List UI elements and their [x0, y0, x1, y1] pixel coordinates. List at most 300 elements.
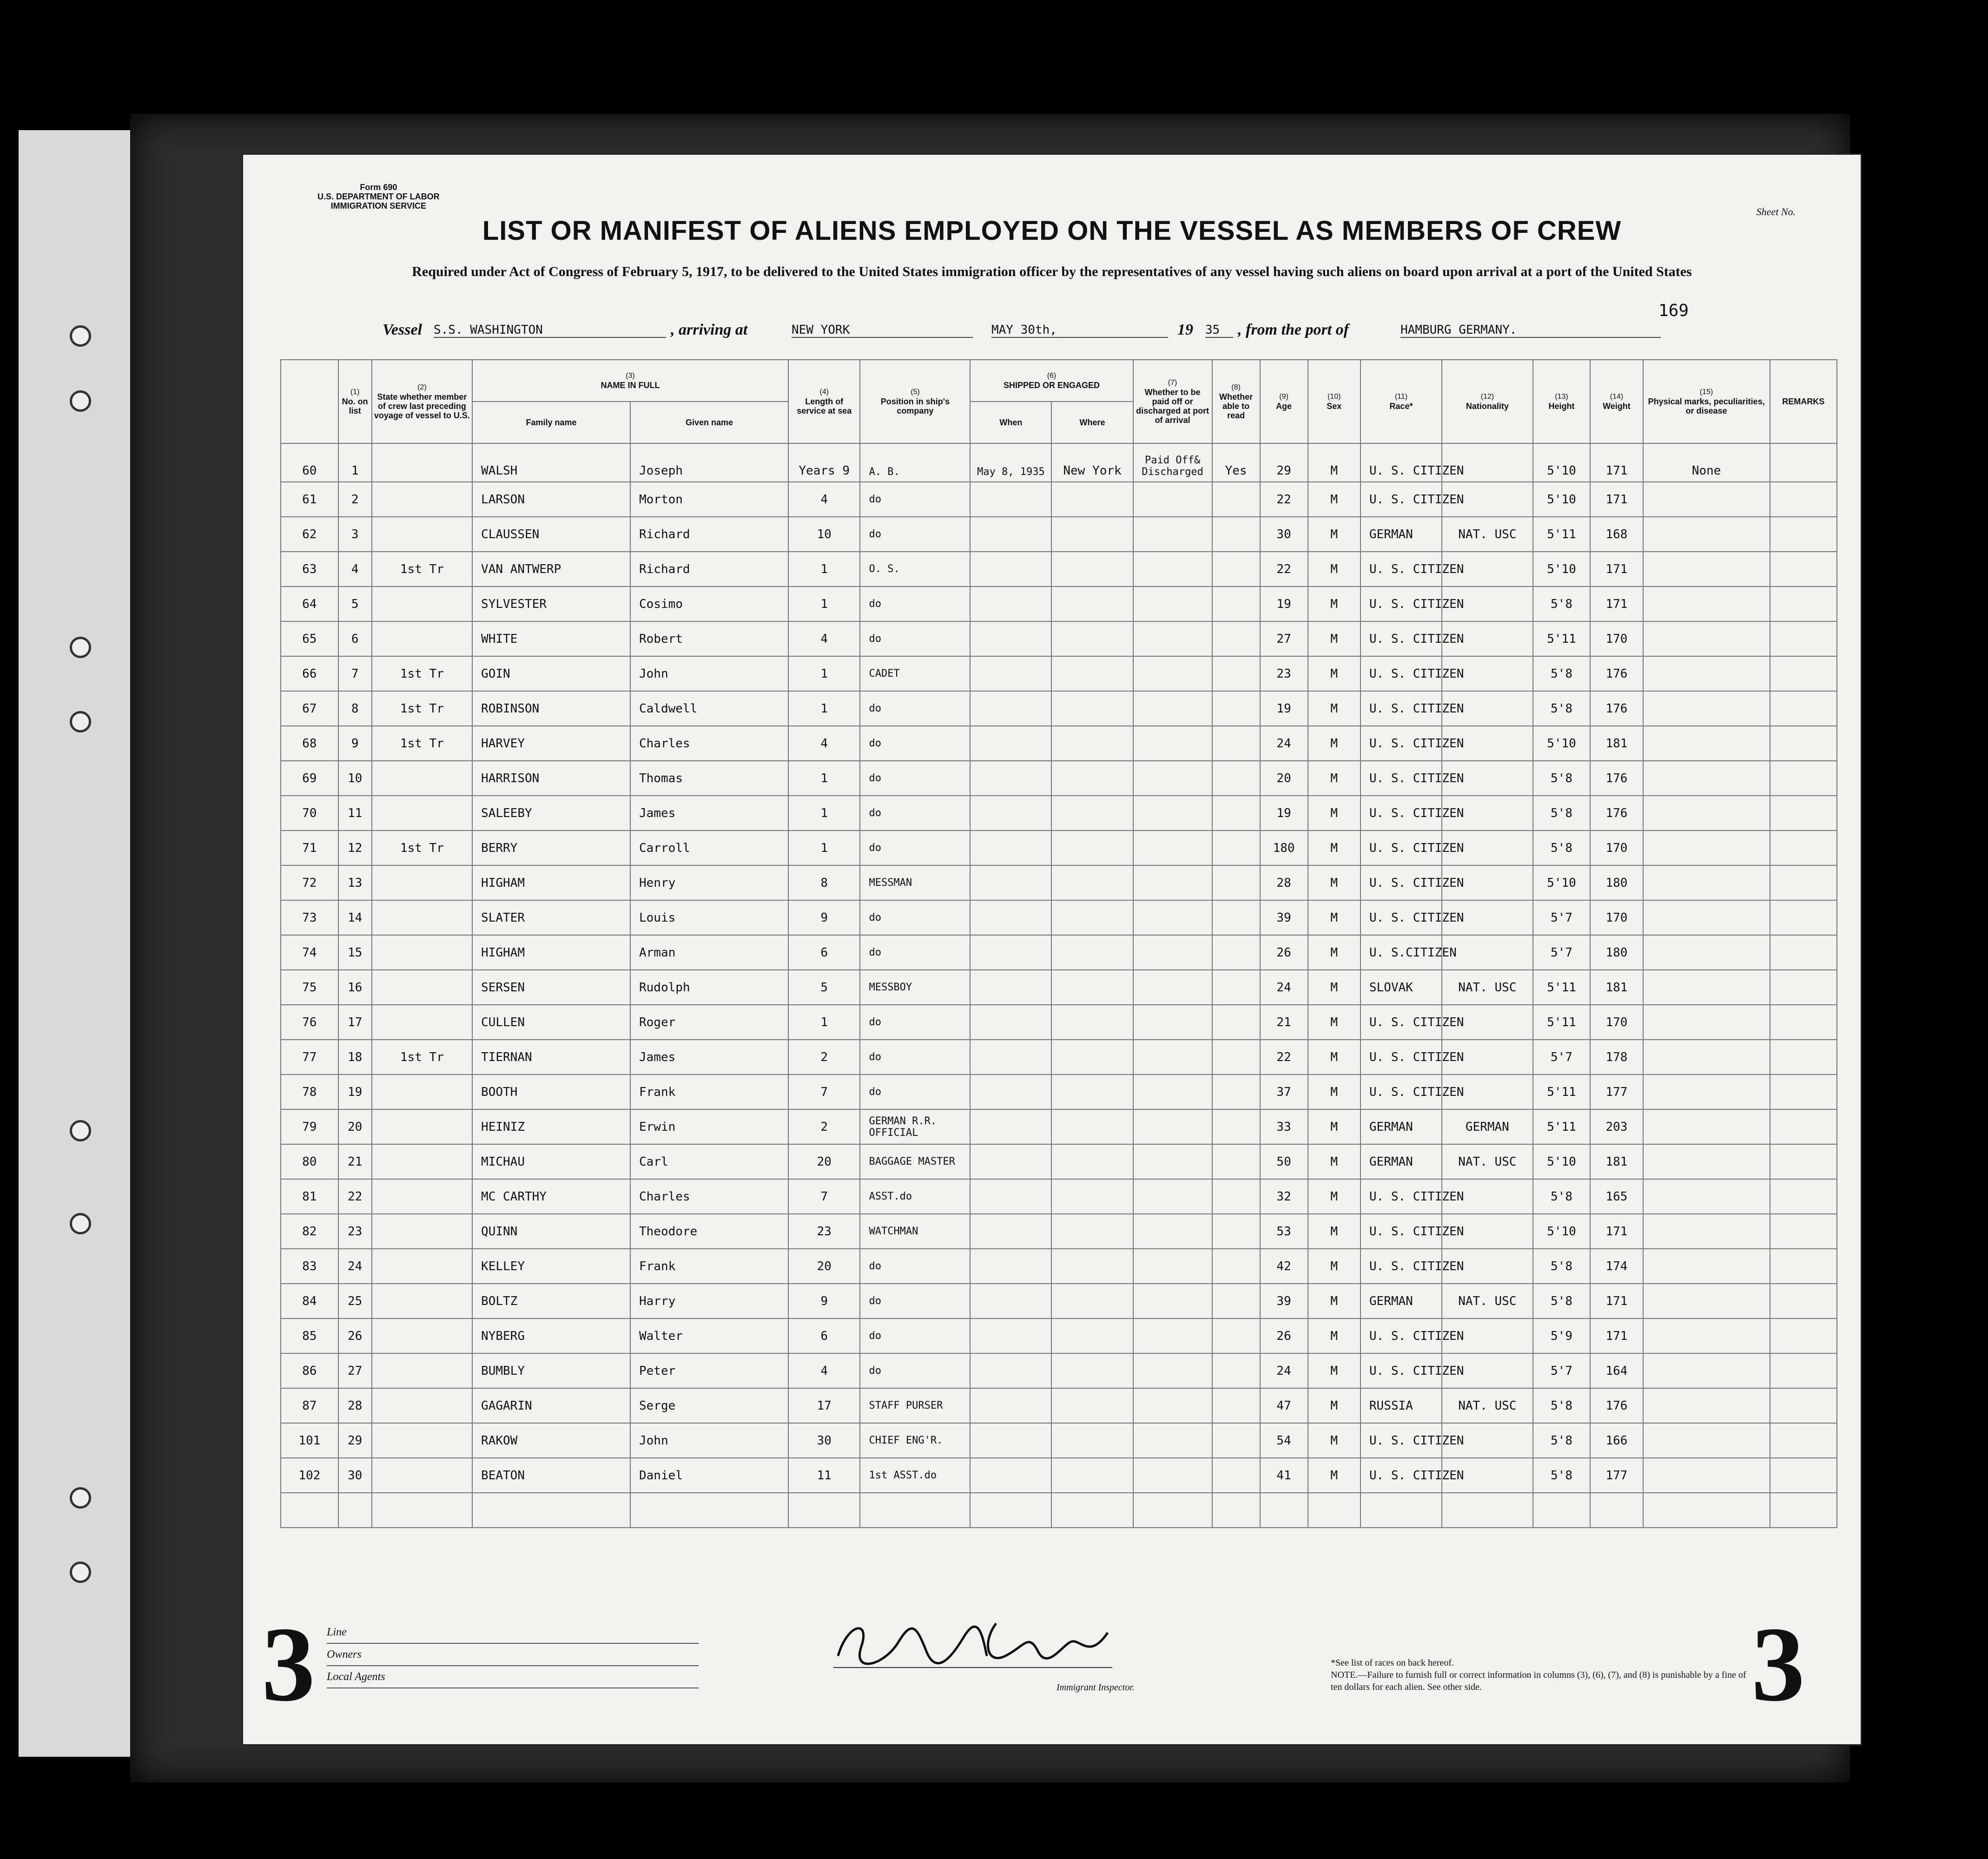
cell-family: HIGHAM — [472, 865, 630, 900]
cell-given: Robert — [630, 621, 788, 656]
cell-no: 26 — [338, 1318, 372, 1353]
cell-no: 17 — [338, 1005, 372, 1040]
cell-no: 27 — [338, 1353, 372, 1388]
cell-service: 1 — [788, 1005, 860, 1040]
cell-where — [1051, 900, 1133, 935]
cell-age: 37 — [1260, 1075, 1308, 1109]
cell-height: 5'10 — [1533, 865, 1591, 900]
cell-when — [970, 761, 1051, 796]
cell-marks — [1643, 1284, 1770, 1318]
cell-read — [1212, 621, 1260, 656]
cell-paid — [1133, 482, 1212, 517]
cell-service: 2 — [788, 1040, 860, 1075]
cell-age: 30 — [1260, 517, 1308, 552]
cell-age: 39 — [1260, 900, 1308, 935]
cell-sex: M — [1308, 900, 1361, 935]
cell-when — [970, 587, 1051, 621]
cell-height: 5'11 — [1533, 1075, 1591, 1109]
cell-prev — [372, 1318, 472, 1353]
cell-nationality: NAT. USC — [1442, 1284, 1533, 1318]
cell-when — [970, 726, 1051, 761]
cell-where — [1051, 621, 1133, 656]
header-cell: (3) NAME IN FULL — [472, 360, 788, 402]
cell-remarks — [1770, 443, 1837, 482]
cell-height: 5'11 — [1533, 621, 1591, 656]
cell-age: 42 — [1260, 1249, 1308, 1284]
cell-family: HARVEY — [472, 726, 630, 761]
empty-cell — [338, 1493, 372, 1528]
cell-position: ASST.do — [860, 1179, 970, 1214]
cell-where — [1051, 1353, 1133, 1388]
header-cell: (2) State whether member of crew last preceding voyage of vessel to U.S. — [372, 360, 472, 443]
cell-remarks — [1770, 621, 1837, 656]
cell-family: MC CARTHY — [472, 1179, 630, 1214]
cell-marks — [1643, 587, 1770, 621]
cell-remarks — [1770, 1075, 1837, 1109]
arriving-label: , arriving at — [671, 321, 748, 338]
cell-paid — [1133, 1040, 1212, 1075]
table-row — [281, 1075, 1837, 1109]
cell-marks — [1643, 691, 1770, 726]
cell-where — [1051, 1423, 1133, 1458]
cell-given: Morton — [630, 482, 788, 517]
cell-sex: M — [1308, 1284, 1361, 1318]
cell-remarks — [1770, 691, 1837, 726]
empty-cell — [630, 1493, 788, 1528]
cell-remarks — [1770, 587, 1837, 621]
cell-read — [1212, 691, 1260, 726]
cell-paid — [1133, 1005, 1212, 1040]
cell-no: 11 — [338, 796, 372, 831]
cell-when — [970, 1109, 1051, 1144]
cell-position: O. S. — [860, 552, 970, 587]
cell-weight: 170 — [1590, 621, 1643, 656]
cell-race: U. S. CITIZEN — [1361, 482, 1442, 517]
cell-service: 6 — [788, 935, 860, 970]
cell-age: 22 — [1260, 552, 1308, 587]
table-row — [281, 621, 1837, 656]
cell-age: 19 — [1260, 587, 1308, 621]
cell-marks — [1643, 552, 1770, 587]
cell-race: U. S. CITIZEN — [1361, 443, 1442, 482]
cell-given: Henry — [630, 865, 788, 900]
cell-service: 20 — [788, 1144, 860, 1179]
cell-prev — [372, 1249, 472, 1284]
cell-prev — [372, 1075, 472, 1109]
cell-service: 17 — [788, 1388, 860, 1423]
cell-prev — [372, 865, 472, 900]
cell-no: 12 — [338, 831, 372, 865]
cell-seq: 70 — [281, 796, 338, 831]
cell-height: 5'8 — [1533, 1423, 1591, 1458]
cell-sex: M — [1308, 656, 1361, 691]
cell-service: 23 — [788, 1214, 860, 1249]
cell-prev — [372, 900, 472, 935]
cell-when — [970, 1423, 1051, 1458]
cell-height: 5'11 — [1533, 1109, 1591, 1144]
cell-height: 5'8 — [1533, 587, 1591, 621]
cell-where — [1051, 970, 1133, 1005]
cell-height: 5'8 — [1533, 1458, 1591, 1493]
cell-no: 25 — [338, 1284, 372, 1318]
cell-marks — [1643, 482, 1770, 517]
cell-paid — [1133, 1144, 1212, 1179]
cell-service: 6 — [788, 1318, 860, 1353]
cell-marks — [1643, 796, 1770, 831]
cell-race: U. S. CITIZEN — [1361, 865, 1442, 900]
cell-race: U. S. CITIZEN — [1361, 1040, 1442, 1075]
form-header — [317, 183, 440, 211]
binding-hole — [70, 711, 91, 732]
cell-no: 13 — [338, 865, 372, 900]
cell-height: 5'10 — [1533, 443, 1591, 482]
cell-read — [1212, 1040, 1260, 1075]
empty-cell — [1770, 1493, 1837, 1528]
cell-where — [1051, 1005, 1133, 1040]
cell-race: U. S. CITIZEN — [1361, 831, 1442, 865]
header-cell: (10) Sex — [1308, 360, 1361, 443]
cell-read — [1212, 1388, 1260, 1423]
table-row — [281, 726, 1837, 761]
cell-service: Years 9 — [788, 443, 860, 482]
table-row — [281, 1214, 1837, 1249]
cell-paid — [1133, 1388, 1212, 1423]
cell-when — [970, 656, 1051, 691]
cell-when — [970, 517, 1051, 552]
cell-seq: 68 — [281, 726, 338, 761]
cell-where — [1051, 1075, 1133, 1109]
sheet-number-right: 3 — [1751, 1605, 1805, 1723]
cell-no: 19 — [338, 1075, 372, 1109]
cell-where — [1051, 1109, 1133, 1144]
cell-no: 14 — [338, 900, 372, 935]
cell-height: 5'7 — [1533, 900, 1591, 935]
cell-given: Joseph — [630, 443, 788, 482]
cell-remarks — [1770, 1458, 1837, 1493]
cell-read — [1212, 1214, 1260, 1249]
cell-seq: 76 — [281, 1005, 338, 1040]
table-row — [281, 691, 1837, 726]
cell-sex: M — [1308, 1249, 1361, 1284]
cell-paid: Paid Off& Discharged — [1133, 443, 1212, 482]
cell-position: 1st ASST.do — [860, 1458, 970, 1493]
cell-race: U. S. CITIZEN — [1361, 900, 1442, 935]
cell-read — [1212, 1179, 1260, 1214]
cell-remarks — [1770, 796, 1837, 831]
cell-given: Theodore — [630, 1214, 788, 1249]
cell-position: do — [860, 1318, 970, 1353]
agents-label: Local Agents — [327, 1666, 699, 1688]
cell-height: 5'8 — [1533, 831, 1591, 865]
cell-marks: None — [1643, 443, 1770, 482]
cell-prev — [372, 935, 472, 970]
cell-service: 7 — [788, 1075, 860, 1109]
cell-remarks — [1770, 761, 1837, 796]
cell-sex: M — [1308, 587, 1361, 621]
cell-when — [970, 621, 1051, 656]
cell-when — [970, 552, 1051, 587]
cell-race: U. S. CITIZEN — [1361, 587, 1442, 621]
cell-prev — [372, 761, 472, 796]
cell-prev — [372, 1005, 472, 1040]
cell-family: GOIN — [472, 656, 630, 691]
cell-prev: 1st Tr — [372, 656, 472, 691]
cell-sex: M — [1308, 970, 1361, 1005]
cell-given: Charles — [630, 1179, 788, 1214]
table-row — [281, 1353, 1837, 1388]
cell-prev — [372, 1458, 472, 1493]
cell-no: 23 — [338, 1214, 372, 1249]
cell-age: 28 — [1260, 865, 1308, 900]
cell-family: WHITE — [472, 621, 630, 656]
cell-position: do — [860, 935, 970, 970]
cell-where — [1051, 482, 1133, 517]
cell-prev: 1st Tr — [372, 552, 472, 587]
cell-position: MESSMAN — [860, 865, 970, 900]
cell-paid — [1133, 1249, 1212, 1284]
cell-prev: 1st Tr — [372, 691, 472, 726]
table-row — [281, 1388, 1837, 1423]
cell-service: 4 — [788, 482, 860, 517]
cell-remarks — [1770, 1109, 1837, 1144]
empty-cell — [372, 1493, 472, 1528]
cell-read — [1212, 1109, 1260, 1144]
cell-no: 28 — [338, 1388, 372, 1423]
cell-age: 39 — [1260, 1284, 1308, 1318]
binding-hole — [70, 390, 91, 412]
cell-weight: 180 — [1590, 935, 1643, 970]
cell-family: BEATON — [472, 1458, 630, 1493]
cell-service: 1 — [788, 656, 860, 691]
cell-prev — [372, 970, 472, 1005]
cell-given: Arman — [630, 935, 788, 970]
cell-when — [970, 1005, 1051, 1040]
cell-given: Charles — [630, 726, 788, 761]
cell-where — [1051, 796, 1133, 831]
cell-read — [1212, 1144, 1260, 1179]
cell-marks — [1643, 1075, 1770, 1109]
cell-height: 5'8 — [1533, 691, 1591, 726]
cell-family: MICHAU — [472, 1144, 630, 1179]
cell-remarks — [1770, 1353, 1837, 1388]
cell-age: 180 — [1260, 831, 1308, 865]
header-cell: (7) Whether to be paid off or discharged at port of arrival — [1133, 360, 1212, 443]
cell-weight: 170 — [1590, 1005, 1643, 1040]
cell-seq: 66 — [281, 656, 338, 691]
cell-position: do — [860, 1249, 970, 1284]
cell-service: 4 — [788, 1353, 860, 1388]
header-cell: (15) Physical marks, peculiarities, or disease — [1643, 360, 1770, 443]
cell-race: U. S. CITIZEN — [1361, 1075, 1442, 1109]
cell-family: WALSH — [472, 443, 630, 482]
cell-paid — [1133, 865, 1212, 900]
cell-sex: M — [1308, 1458, 1361, 1493]
cell-height: 5'7 — [1533, 1040, 1591, 1075]
cell-marks — [1643, 621, 1770, 656]
cell-paid — [1133, 1109, 1212, 1144]
cell-weight: 178 — [1590, 1040, 1643, 1075]
binding-hole — [70, 1213, 91, 1234]
cell-race: U. S. CITIZEN — [1361, 1249, 1442, 1284]
cell-remarks — [1770, 1214, 1837, 1249]
cell-sex: M — [1308, 1005, 1361, 1040]
cell-service: 2 — [788, 1109, 860, 1144]
cell-when — [970, 1318, 1051, 1353]
cell-sex: M — [1308, 796, 1361, 831]
cell-family: HARRISON — [472, 761, 630, 796]
cell-prev — [372, 621, 472, 656]
cell-race: RUSSIA — [1361, 1388, 1442, 1423]
binding-hole — [70, 1120, 91, 1141]
cell-height: 5'11 — [1533, 1005, 1591, 1040]
cell-height: 5'11 — [1533, 970, 1591, 1005]
cell-where — [1051, 656, 1133, 691]
cell-paid — [1133, 1318, 1212, 1353]
cell-seq: 79 — [281, 1109, 338, 1144]
cell-family: HEINIZ — [472, 1109, 630, 1144]
cell-family: KELLEY — [472, 1249, 630, 1284]
cell-marks — [1643, 761, 1770, 796]
cell-family: RAKOW — [472, 1423, 630, 1458]
table-row — [281, 656, 1837, 691]
cell-service: 10 — [788, 517, 860, 552]
cell-paid — [1133, 517, 1212, 552]
cell-age: 20 — [1260, 761, 1308, 796]
cell-sex: M — [1308, 1040, 1361, 1075]
cell-race: U. S. CITIZEN — [1361, 761, 1442, 796]
cell-height: 5'9 — [1533, 1318, 1591, 1353]
cell-service: 4 — [788, 621, 860, 656]
cell-read — [1212, 935, 1260, 970]
header-cell: Family name — [472, 402, 630, 443]
cell-weight: 171 — [1590, 587, 1643, 621]
cell-position: do — [860, 482, 970, 517]
binding-hole — [70, 637, 91, 658]
cell-paid — [1133, 726, 1212, 761]
inspector-signature — [829, 1614, 1117, 1674]
cell-seq: 83 — [281, 1249, 338, 1284]
cell-family: SLATER — [472, 900, 630, 935]
cell-family: HIGHAM — [472, 935, 630, 970]
cell-race: GERMAN — [1361, 1109, 1442, 1144]
cell-sex: M — [1308, 517, 1361, 552]
cell-position: do — [860, 1040, 970, 1075]
cell-position: BAGGAGE MASTER — [860, 1144, 970, 1179]
cell-when — [970, 691, 1051, 726]
cell-read — [1212, 1284, 1260, 1318]
cell-age: 53 — [1260, 1214, 1308, 1249]
cell-seq: 84 — [281, 1284, 338, 1318]
cell-sex: M — [1308, 1179, 1361, 1214]
cell-remarks — [1770, 900, 1837, 935]
cell-when — [970, 1144, 1051, 1179]
cell-paid — [1133, 691, 1212, 726]
cell-service: 30 — [788, 1423, 860, 1458]
cell-where — [1051, 691, 1133, 726]
cell-weight: 171 — [1590, 443, 1643, 482]
cell-height: 5'8 — [1533, 1388, 1591, 1423]
cell-seq: 82 — [281, 1214, 338, 1249]
cell-remarks — [1770, 552, 1837, 587]
header-cell: (12) Nationality — [1442, 360, 1533, 443]
cell-no: 29 — [338, 1423, 372, 1458]
cell-family: QUINN — [472, 1214, 630, 1249]
cell-remarks — [1770, 1005, 1837, 1040]
cell-sex: M — [1308, 1214, 1361, 1249]
cell-height: 5'10 — [1533, 552, 1591, 587]
table-row — [281, 1493, 1837, 1528]
cell-when — [970, 1458, 1051, 1493]
empty-cell — [1308, 1493, 1361, 1528]
table-row — [281, 935, 1837, 970]
cell-remarks — [1770, 726, 1837, 761]
cell-position: do — [860, 1005, 970, 1040]
inspector-label: Immigrant Inspector. — [1057, 1682, 1135, 1693]
cell-seq: 65 — [281, 621, 338, 656]
cell-service: 1 — [788, 831, 860, 865]
cell-paid — [1133, 587, 1212, 621]
cell-height: 5'10 — [1533, 1144, 1591, 1179]
cell-when — [970, 1214, 1051, 1249]
cell-prev — [372, 1353, 472, 1388]
cell-marks — [1643, 1144, 1770, 1179]
cell-position: MESSBOY — [860, 970, 970, 1005]
empty-cell — [1361, 1493, 1442, 1528]
cell-no: 30 — [338, 1458, 372, 1493]
cell-family: BOLTZ — [472, 1284, 630, 1318]
table-row — [281, 587, 1837, 621]
cell-marks — [1643, 1249, 1770, 1284]
cell-height: 5'10 — [1533, 482, 1591, 517]
departure-port: HAMBURG GERMANY. — [1400, 323, 1661, 338]
cell-age: 19 — [1260, 796, 1308, 831]
cell-sex: M — [1308, 1318, 1361, 1353]
cell-seq: 64 — [281, 587, 338, 621]
cell-given: Caldwell — [630, 691, 788, 726]
cell-family: TIERNAN — [472, 1040, 630, 1075]
cell-position: do — [860, 900, 970, 935]
year-label: 19 — [1177, 321, 1193, 338]
cell-weight: 176 — [1590, 656, 1643, 691]
cell-seq: 73 — [281, 900, 338, 935]
table-row — [281, 761, 1837, 796]
cell-marks — [1643, 865, 1770, 900]
table-row — [281, 1144, 1837, 1179]
table-row — [281, 1005, 1837, 1040]
cell-height: 5'7 — [1533, 1353, 1591, 1388]
cell-read — [1212, 796, 1260, 831]
cell-given: Richard — [630, 517, 788, 552]
cell-remarks — [1770, 517, 1837, 552]
cell-no: 6 — [338, 621, 372, 656]
cell-seq: 62 — [281, 517, 338, 552]
owners-label: Owners — [327, 1644, 699, 1666]
empty-cell — [1051, 1493, 1133, 1528]
cell-height: 5'8 — [1533, 796, 1591, 831]
header-cell: (11) Race* — [1361, 360, 1442, 443]
cell-read — [1212, 1075, 1260, 1109]
cell-when — [970, 1040, 1051, 1075]
cell-service: 1 — [788, 691, 860, 726]
cell-paid — [1133, 1214, 1212, 1249]
cell-when — [970, 865, 1051, 900]
header-cell: REMARKS — [1770, 360, 1837, 443]
cell-weight: 164 — [1590, 1353, 1643, 1388]
cell-family: GAGARIN — [472, 1388, 630, 1423]
cell-marks — [1643, 1423, 1770, 1458]
cell-where: New York — [1051, 443, 1133, 482]
cell-nationality: NAT. USC — [1442, 1388, 1533, 1423]
